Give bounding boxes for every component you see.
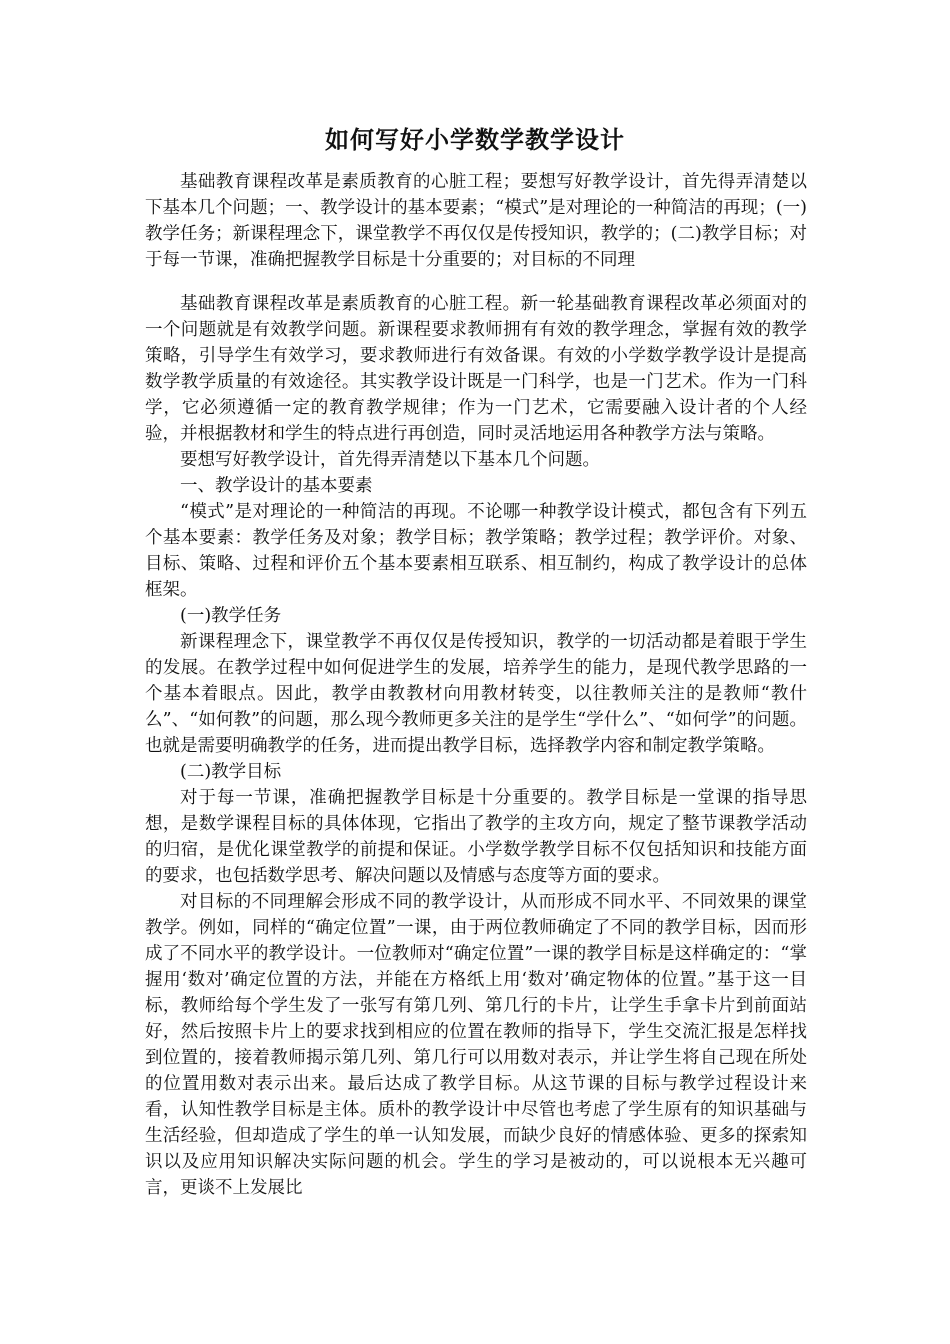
paragraph: 新课程理念下，课堂教学不再仅仅是传授知识，教学的一切活动都是着眼于学生的发展。在教学过程中如何促进学生的发展，培养学生的能力，是现代教学思路的一个基本着眼点。因此，教学由教教材向用教材转变，以往教师关注的是教师“教什么”、“如何教”的问题，那么现今教师更多关注的是学生“学什么”、“如何学”的问题。也就是需要明确教学的任务，进而提出教学目标，选择教学内容和制定教学策略。 — [145, 632, 807, 756]
document-title: 如何写好小学数学教学设计 — [325, 125, 625, 154]
subsection-heading: (二)教学目标 — [180, 762, 282, 782]
paragraph: “模式”是对理论的一种简洁的再现。不论哪一种教学设计模式，都包含有下列五个基本要素：教学任务及对象；教学目标；教学策略；教学过程；教学评价。对象、目标、策略、过程和评价五个基本要素相互联系、相互制约，构成了教学设计的总体框架。 — [145, 502, 807, 600]
section-heading: 一、教学设计的基本要素 — [180, 476, 373, 496]
document-body — [145, 291, 807, 1201]
subsection-heading: (一)教学任务 — [180, 606, 282, 626]
paragraph: 要想写好教学设计，首先得弄清楚以下基本几个问题。 — [180, 450, 600, 470]
paragraph: 对目标的不同理解会形成不同的教学设计，从而形成不同水平、不同效果的课堂教学。例如，同样的“确定位置”一课，由于两位教师确定了不同的教学目标，因而形成了不同水平的教学设计。一位教师对“确定位置”一课的教学目标是这样确定的：“掌握用‘数对’确定位置的方法，并能在方格纸上用‘数对’确定物体的位置。”基于这一目标，教师给每个学生发了一张写有第几列、第几行的卡片，让学生手拿卡片到前面站好，然后按照卡片上的要求找到相应的位置在教师的指导下，学生交流汇报是怎样找到位置的，接着教师揭示第几列、第几行可以用数对表示，并让学生将自己现在所处的位置用数对表示出来。最后达成了教学目标。从这节课的目标与教学过程设计来看，认知性教学目标是主体。质朴的教学设计中尽管也考虑了学生原有的知识基础与生活经验，但却造成了学生的单一认知发展，而缺少良好的情感体验、更多的探索知识以及应用知识解决实际问题的机会。学生的学习是被动的，可以说根本无兴趣可言，更谈不上发展比 — [145, 892, 807, 1198]
summary-block — [145, 169, 807, 273]
summary-paragraph: 基础教育课程改革是素质教育的心脏工程；要想写好教学设计，首先得弄清楚以下基本几个问题；一、教学设计的基本要素；“模式”是对理论的一种简洁的再现；(一)教学任务；新课程理念下，课堂教学不再仅仅是传授知识，教学的；(二)教学目标；对于每一节课，准确把握教学目标是十分重要的；对目标的不同理 — [145, 172, 807, 270]
paragraph: 基础教育课程改革是素质教育的心脏工程。新一轮基础教育课程改革必须面对的一个问题就是有效教学问题。新课程要求教师拥有有效的教学理念，掌握有效的教学策略，引导学生有效学习，要求教师进行有效备课。有效的小学数学教学设计是提高数学教学质量的有效途径。其实教学设计既是一门科学，也是一门艺术。作为一门科学，它必须遵循一定的教育教学规律；作为一门艺术，它需要融入设计者的个人经验，并根据教材和学生的特点进行再创造，同时灵活地运用各种教学方法与策略。 — [145, 294, 807, 444]
paragraph: 对于每一节课，准确把握教学目标是十分重要的。教学目标是一堂课的指导思想，是数学课程目标的具体体现，它指出了教学的主攻方向，规定了整节课教学活动的归宿，是优化课堂教学的前提和保证。小学数学教学目标不仅包括知识和技能方面的要求，也包括数学思考、解决问题以及情感与态度等方面的要求。 — [145, 788, 807, 886]
